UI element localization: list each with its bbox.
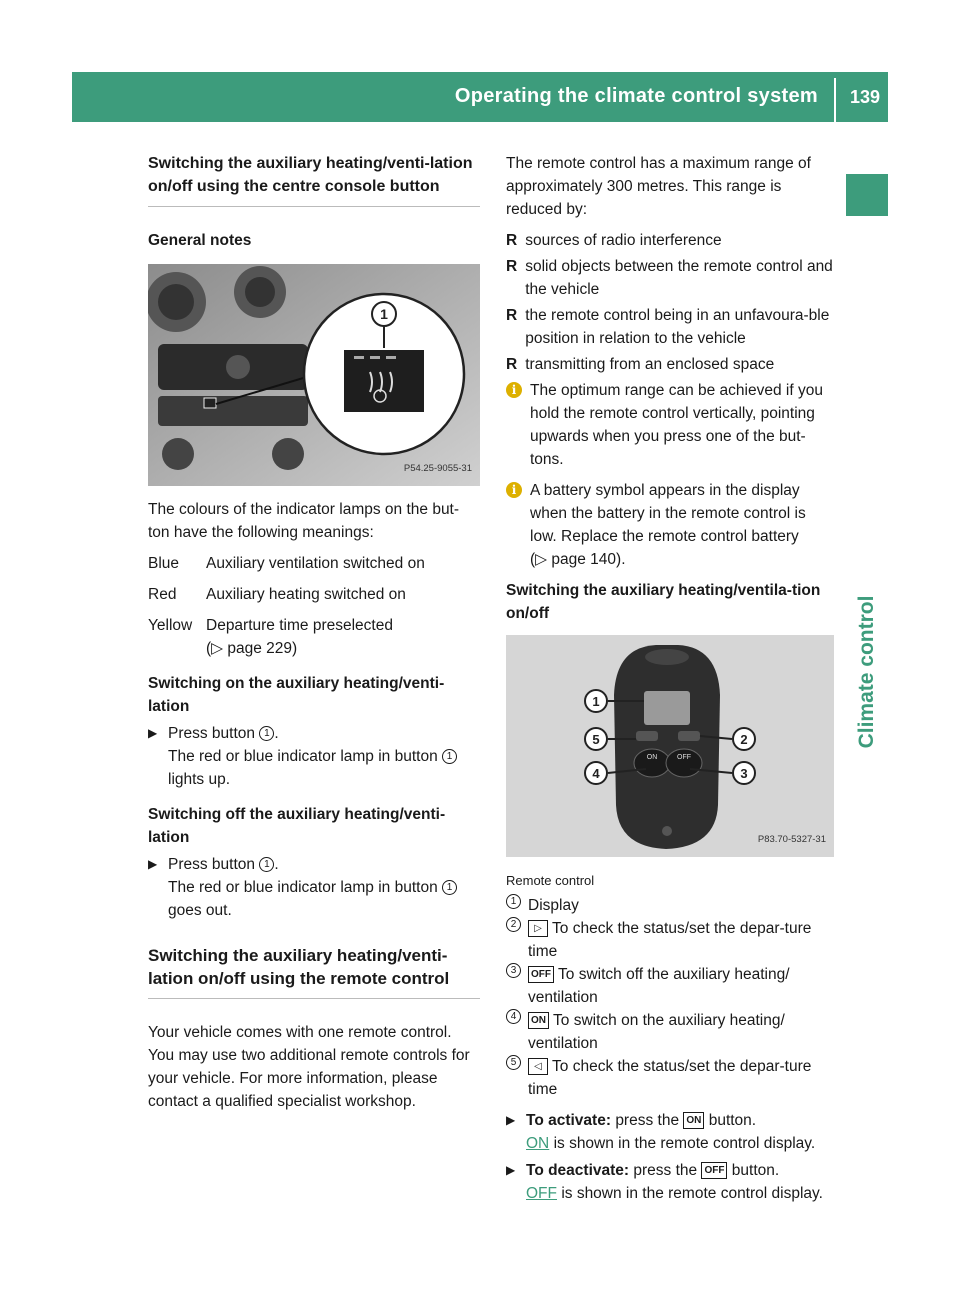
deactivate-step [506, 1159, 834, 1205]
list-item [506, 229, 834, 252]
step-label: To activate: [526, 1112, 611, 1129]
list-item [506, 353, 834, 376]
step-text-end: button. [731, 1162, 780, 1179]
info-text: The optimum range can be achieved if you hold the remote control vertically, pointing upwards when you press one of the but-tons. [530, 382, 823, 468]
chapter-label: Climate control [855, 595, 878, 749]
legend-item [506, 917, 834, 963]
remote-heading: Switching the auxiliary heating/ventila-tion on/off [506, 582, 821, 622]
step-text: Press button [168, 856, 256, 873]
range-intro: The remote control has a maximum range of approximately 300 metres. This range is reduced by: [506, 155, 811, 218]
off-key-icon: OFF [701, 1162, 727, 1179]
legend-num: 5 [506, 1055, 521, 1070]
callout-1: 1 [380, 306, 388, 322]
figure-code: P83.70-5327-31 [757, 834, 826, 845]
step-text: Press button [168, 725, 256, 742]
callout-2: 2 [740, 732, 748, 747]
on-key-icon: ON [683, 1112, 704, 1129]
legend-body [528, 1009, 834, 1055]
play-right-icon: ▷ [528, 920, 548, 937]
callout-1: 1 [592, 694, 600, 709]
callout-4: 4 [592, 766, 600, 781]
section-title-console: Switching the auxiliary heating/venti-lation on/off using the centre console button [148, 152, 480, 207]
info-icon: i [506, 482, 522, 498]
step-result: The red or blue indicator lamp in button [168, 879, 438, 896]
remote-figure [506, 635, 834, 857]
meaning-text: Auxiliary ventilation switched on [206, 555, 425, 572]
callout-ref: 1 [259, 857, 274, 872]
info-note [506, 379, 834, 471]
step-arrow-icon: ▶ [148, 857, 158, 871]
step-text: press the [633, 1162, 698, 1179]
step-arrow-icon: ▶ [506, 1163, 516, 1177]
legend-item [506, 1009, 834, 1055]
bullet-icon: R [506, 356, 518, 373]
page-header [72, 72, 888, 122]
console-illustration [148, 264, 480, 486]
remote-intro: Your vehicle comes with one remote control. You may use two additional remote controls for your vehicle. For more information, please contact a qualified specialist workshop. [148, 1024, 470, 1110]
left-column [148, 152, 480, 1121]
legend-num: 2 [506, 917, 521, 932]
meaning-color: Yellow [148, 617, 193, 634]
legend-body [528, 1055, 834, 1101]
legend-text: To switch off the auxiliary heating/ ventilation [528, 966, 790, 1006]
meaning-color: Red [148, 586, 177, 603]
info-text [530, 479, 834, 571]
console-figure [148, 264, 480, 486]
legend-item [506, 894, 834, 917]
meaning-color: Blue [148, 555, 180, 572]
page-ref-link[interactable]: (▷ page 140). [530, 551, 626, 568]
legend-num: 4 [506, 1009, 521, 1024]
header-title: Operating the climate control system [454, 85, 818, 107]
legend-text: To check the status/set the depar-ture time [528, 1058, 812, 1098]
callout-ref: 1 [259, 726, 274, 741]
bullet-icon: R [506, 307, 518, 324]
legend-body [528, 963, 834, 1009]
switch-off-step: ▶ Press button 1 . The red or blue indicator lamp in button 1 goes out. [148, 853, 480, 922]
info-note [506, 479, 834, 571]
remote-off-label: OFF [677, 754, 691, 761]
meanings-table [148, 552, 480, 660]
legend-num: 3 [506, 963, 521, 978]
legend-text: To check the status/set the depar-ture time [528, 920, 812, 960]
right-column [506, 152, 834, 1207]
header-divider [834, 78, 836, 122]
step-text-end: button. [708, 1112, 757, 1129]
switch-on-step: ▶ Press button 1 . The red or blue indicator lamp in button 1 lights up. [148, 722, 480, 791]
bullet-text: the remote control being in an unfavoura-ble position in relation to the vehicle [525, 307, 830, 347]
bullet-icon: R [506, 258, 518, 275]
list-item [506, 255, 834, 301]
meaning-text [206, 614, 480, 660]
figure-caption: Remote control [506, 873, 595, 888]
chapter-tab [846, 174, 888, 216]
step-arrow-icon: ▶ [148, 726, 158, 740]
bullet-icon: R [506, 232, 518, 249]
legend-text: To switch on the auxiliary heating/ ventilation [528, 1012, 785, 1052]
page-number: 139 [849, 87, 880, 107]
callout-ref: 1 [442, 749, 457, 764]
callout-5: 5 [592, 732, 600, 747]
list-item [506, 304, 834, 350]
step-result: is shown in the remote control display. [561, 1185, 823, 1202]
legend-item [506, 963, 834, 1009]
bullet-text: transmitting from an enclosed space [525, 356, 775, 373]
legend-item [506, 1055, 834, 1101]
callout-ref: 1 [442, 880, 457, 895]
section-title-remote: Switching the auxiliary heating/venti-lation on/off using the remote control [148, 944, 480, 999]
meaning-yellow-text: Departure time preselected [206, 617, 393, 634]
play-left-icon: ◁ [528, 1058, 548, 1075]
step-result: is shown in the remote control display. [553, 1135, 816, 1152]
page-ref-link[interactable]: (▷ page 229) [206, 640, 298, 657]
display-text-on: ON [526, 1135, 550, 1152]
remote-illustration [506, 635, 834, 857]
bullet-text: sources of radio interference [525, 232, 722, 249]
step-label: To deactivate: [526, 1162, 630, 1179]
meaning-text: Auxiliary heating switched on [206, 586, 406, 603]
switch-off-heading: Switching off the auxiliary heating/venti-lation [148, 806, 446, 846]
remote-on-label: ON [646, 754, 658, 761]
on-key-icon: ON [528, 1012, 549, 1029]
step-result-end: lights up. [168, 771, 231, 788]
callout-3: 3 [740, 766, 748, 781]
step-arrow-icon: ▶ [506, 1113, 516, 1127]
legend-num: 1 [506, 894, 521, 909]
legend-text: Display [528, 897, 579, 914]
info-icon: i [506, 382, 522, 398]
off-key-icon: OFF [528, 966, 554, 983]
display-text-off: OFF [526, 1185, 557, 1202]
info-text-body: A battery symbol appears in the display when the battery in the remote control is low. Replace the remote control battery [530, 482, 806, 545]
legend-body [528, 917, 834, 963]
activate-step [506, 1109, 834, 1155]
step-result-end: goes out. [168, 902, 232, 919]
figure-code: P54.25-9055-31 [403, 463, 472, 474]
bullet-text: solid objects between the remote control and the vehicle [525, 258, 833, 298]
step-text: press the [615, 1112, 680, 1129]
switch-on-heading: Switching on the auxiliary heating/venti-lation [148, 675, 445, 715]
general-notes-heading: General notes [148, 232, 252, 249]
colours-intro: The colours of the indicator lamps on the but-ton have the following meanings: [148, 501, 460, 541]
step-result: The red or blue indicator lamp in button [168, 748, 438, 765]
